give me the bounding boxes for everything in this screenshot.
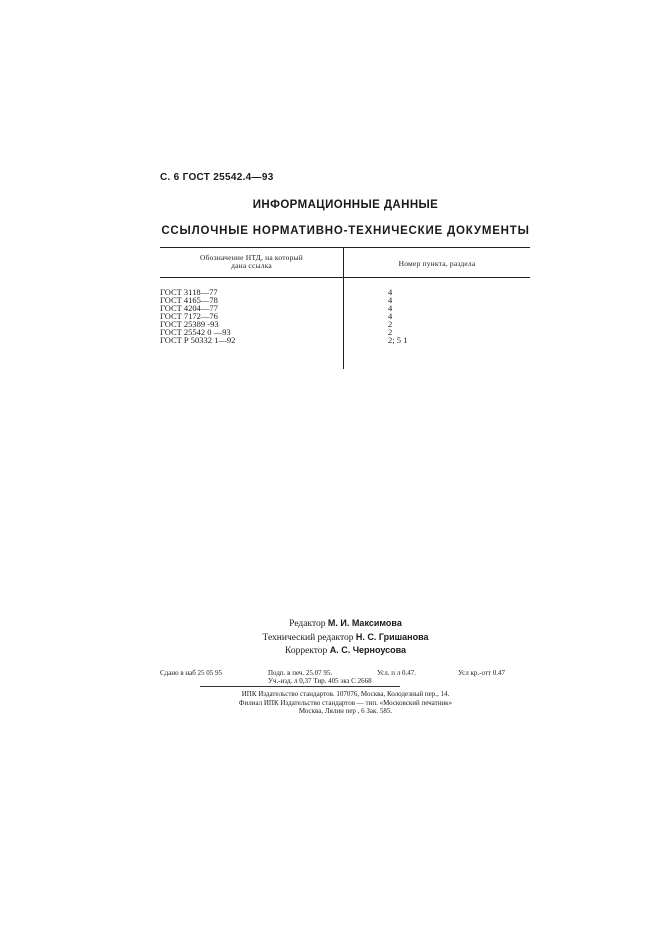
row-clause: 2; 5 1 (388, 335, 408, 345)
imprint-color-sheets: Усл кр.-отт 0.47 (458, 669, 505, 677)
credits-block (0, 617, 661, 658)
publisher-line: Москва, Лялин пер , 6 Зак. 585. (298, 707, 393, 715)
tech-editor-name: Н. С. Гришанова (355, 631, 429, 642)
table-body (160, 288, 530, 344)
page-header: С. 6 ГОСТ 25542.4—93 (160, 172, 274, 183)
imprint-print-date: Подп. в печ. 25.07 95. (268, 669, 333, 677)
col-header-document (160, 254, 343, 270)
info-title: ИНФОРМАЦИОННЫЕ ДАННЫЕ (252, 199, 439, 211)
col-header-clause: Номер пункта, раздела (398, 259, 476, 268)
row-clause: 2 (388, 319, 393, 329)
row-clause: 4 (388, 287, 393, 297)
corrector-label: Корректор (284, 646, 328, 656)
col-header-document-line2: дана ссылка (231, 261, 272, 270)
row-doc: ГОСТ 25389 -93 (160, 319, 219, 329)
row-clause: 4 (388, 311, 393, 321)
publisher-block (0, 690, 661, 716)
row-doc: ГОСТ 4165—78 (160, 295, 218, 305)
imprint-print-sheets: Усл. п л 0.47. (377, 669, 416, 677)
imprint-edition: Уч.-изд. л 0,37 Тир. 405 экз С 2668 (268, 677, 372, 685)
row-clause: 2 (388, 327, 393, 337)
publisher-line: Филиал ИПК Издательство стандартов — тип. «Московский печатник» (238, 698, 453, 707)
reference-table (160, 247, 530, 387)
imprint-typeset-date: Сдано в наб 25 05 95 (160, 669, 223, 677)
credit-tech-editor (0, 631, 661, 645)
imprint-divider (200, 686, 400, 687)
row-clause: 4 (388, 303, 393, 313)
row-doc: ГОСТ 25542 0 —93 (160, 327, 231, 337)
editor-label: Редактор (289, 619, 326, 629)
corrector-name: А. С. Черноусова (329, 645, 407, 655)
editor-name: М. И. Максимова (327, 618, 402, 628)
tech-editor-label: Технический редактор (262, 632, 354, 643)
row-doc: ГОСТ 4204—77 (160, 303, 218, 313)
credit-corrector (0, 644, 661, 658)
refs-title: ССЫЛОЧНЫЕ НОРМАТИВНО-ТЕХНИЧЕСКИЕ ДОКУМЕНТЫ (161, 225, 530, 237)
row-clause: 4 (388, 295, 393, 305)
imprint-block (160, 669, 530, 685)
table-top-rule (160, 247, 530, 248)
imprint-row-2 (160, 677, 530, 685)
table-header-rule (160, 277, 530, 278)
col-header-document-line1: Обозначение НТД, на который (200, 253, 303, 262)
row-doc: ГОСТ 3118—77 (160, 287, 218, 297)
publisher-line: ИПК Издательство стандартов. 107076, Москва, Колодезный пер., 14. (241, 690, 450, 698)
credit-editor (0, 617, 661, 631)
row-doc: ГОСТ Р 50332 1—92 (160, 335, 236, 345)
table-row (160, 336, 530, 344)
imprint-row-1 (160, 669, 530, 677)
row-doc: ГОСТ 7172—76 (160, 311, 218, 321)
